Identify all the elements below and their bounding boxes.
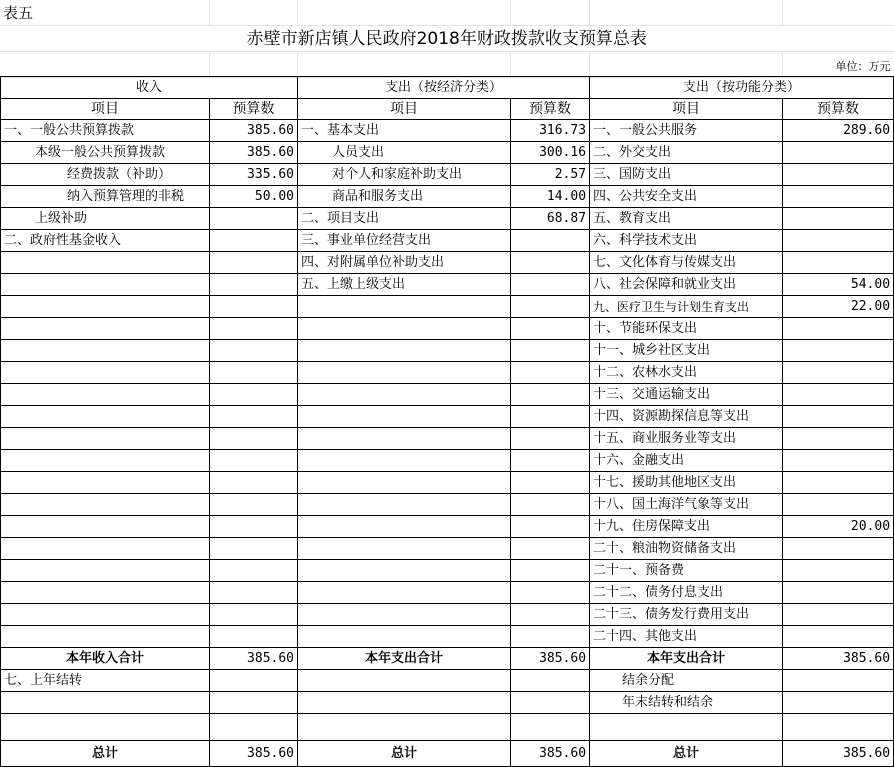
func-value xyxy=(783,560,894,582)
func-item: 十四、资源勘探信息等支出 xyxy=(590,406,783,428)
econ-value xyxy=(511,340,590,362)
income-value xyxy=(210,406,298,428)
subtotal-row xyxy=(1,648,894,670)
table-row xyxy=(1,274,894,296)
table-row xyxy=(1,582,894,604)
expense-econ-header: 支出（按经济分类） xyxy=(298,77,590,99)
func-item: 六、科学技术支出 xyxy=(590,230,783,252)
table-row xyxy=(1,472,894,494)
func-item: 二十三、债务发行费用支出 xyxy=(590,604,783,626)
econ-item xyxy=(298,582,511,604)
econ-item xyxy=(298,604,511,626)
econ-value xyxy=(511,626,590,648)
income-item xyxy=(1,296,210,318)
econ-item xyxy=(298,516,511,538)
income-item xyxy=(1,384,210,406)
econ-value xyxy=(511,494,590,516)
income-value xyxy=(210,494,298,516)
econ-value: 316.73 xyxy=(511,120,590,142)
func-subtotal-value: 385.60 xyxy=(783,648,894,670)
func-value xyxy=(783,538,894,560)
func-item: 二十二、债务付息支出 xyxy=(590,582,783,604)
econ-item xyxy=(298,340,511,362)
budget-table xyxy=(0,76,894,767)
income-value xyxy=(210,340,298,362)
table-row xyxy=(1,538,894,560)
income-total-label: 总计 xyxy=(1,741,210,767)
unit-label: 单位：万元 xyxy=(782,52,894,78)
income-total-value: 385.60 xyxy=(210,741,298,767)
func-item: 一、一般公共服务 xyxy=(590,120,783,142)
income-value xyxy=(210,318,298,340)
econ-value xyxy=(511,582,590,604)
func-item: 二、外交支出 xyxy=(590,142,783,164)
income-item xyxy=(1,340,210,362)
table-row xyxy=(1,120,894,142)
income-value: 385.60 xyxy=(210,142,298,164)
income-value xyxy=(210,582,298,604)
income-value xyxy=(210,230,298,252)
table-row xyxy=(1,560,894,582)
econ-item xyxy=(298,406,511,428)
func-total-value: 385.60 xyxy=(783,741,894,767)
income-item: 上级补助 xyxy=(1,208,210,230)
item-header: 项目 xyxy=(298,99,511,120)
econ-item: 人员支出 xyxy=(298,142,511,164)
income-item xyxy=(1,516,210,538)
func-item: 十三、交通运输支出 xyxy=(590,384,783,406)
table-row xyxy=(1,406,894,428)
table-row xyxy=(1,230,894,252)
income-item xyxy=(1,406,210,428)
func-item: 十八、国土海洋气象等支出 xyxy=(590,494,783,516)
func-value: 22.00 xyxy=(783,296,894,318)
econ-value xyxy=(511,560,590,582)
budget-header: 预算数 xyxy=(210,99,298,120)
econ-value: 68.87 xyxy=(511,208,590,230)
func-value xyxy=(783,252,894,274)
econ-value xyxy=(511,384,590,406)
carryover-row xyxy=(1,692,894,714)
func-value xyxy=(783,318,894,340)
func-value xyxy=(783,340,894,362)
func-value xyxy=(783,208,894,230)
func-item: 十七、援助其他地区支出 xyxy=(590,472,783,494)
econ-value: 300.16 xyxy=(511,142,590,164)
func-value xyxy=(783,362,894,384)
econ-value xyxy=(511,538,590,560)
item-header: 项目 xyxy=(1,99,210,120)
econ-item xyxy=(298,560,511,582)
econ-value xyxy=(511,428,590,450)
func-value xyxy=(783,450,894,472)
income-value xyxy=(210,516,298,538)
carryover-row xyxy=(1,670,894,692)
expense-func-header: 支出（按功能分类） xyxy=(590,77,894,99)
func-item: 二十一、预备费 xyxy=(590,560,783,582)
income-item: 纳入预算管理的非税 xyxy=(1,186,210,208)
table-row xyxy=(1,296,894,318)
func-item: 二十、粮油物资储备支出 xyxy=(590,538,783,560)
income-item xyxy=(1,582,210,604)
func-value xyxy=(783,142,894,164)
total-row xyxy=(1,741,894,767)
econ-value xyxy=(511,274,590,296)
func-value xyxy=(783,472,894,494)
section-header-row xyxy=(1,77,894,99)
income-item xyxy=(1,560,210,582)
income-subtotal-label: 本年收入合计 xyxy=(1,648,210,670)
econ-value xyxy=(511,296,590,318)
table-row xyxy=(1,164,894,186)
year-end-balance-item: 年末结转和结余 xyxy=(590,692,783,714)
func-item: 四、公共安全支出 xyxy=(590,186,783,208)
econ-item xyxy=(298,472,511,494)
econ-item xyxy=(298,626,511,648)
income-value xyxy=(210,538,298,560)
income-value xyxy=(210,428,298,450)
func-item: 二十四、其他支出 xyxy=(590,626,783,648)
func-value xyxy=(783,406,894,428)
func-item: 十五、商业服务业等支出 xyxy=(590,428,783,450)
income-value xyxy=(210,560,298,582)
income-item xyxy=(1,274,210,296)
income-value xyxy=(210,604,298,626)
func-item: 十二、农林水支出 xyxy=(590,362,783,384)
econ-value xyxy=(511,450,590,472)
income-value: 385.60 xyxy=(210,120,298,142)
econ-item xyxy=(298,384,511,406)
table-row xyxy=(1,186,894,208)
func-subtotal-label: 本年支出合计 xyxy=(590,648,783,670)
table-row xyxy=(1,208,894,230)
func-item: 十、节能环保支出 xyxy=(590,318,783,340)
func-total-label: 总计 xyxy=(590,741,783,767)
table-row xyxy=(1,428,894,450)
econ-item xyxy=(298,450,511,472)
econ-item: 一、基本支出 xyxy=(298,120,511,142)
econ-item xyxy=(298,362,511,384)
func-item: 三、国防支出 xyxy=(590,164,783,186)
func-value: 54.00 xyxy=(783,274,894,296)
column-header-row xyxy=(1,99,894,120)
econ-value xyxy=(511,472,590,494)
func-item: 十一、城乡社区支出 xyxy=(590,340,783,362)
econ-value xyxy=(511,516,590,538)
income-value xyxy=(210,208,298,230)
func-item: 七、文化体育与传媒支出 xyxy=(590,252,783,274)
econ-total-label: 总计 xyxy=(298,741,511,767)
table-row xyxy=(1,362,894,384)
income-item xyxy=(1,604,210,626)
econ-subtotal-label: 本年支出合计 xyxy=(298,648,511,670)
func-item: 八、社会保障和就业支出 xyxy=(590,274,783,296)
surplus-allocation-item: 结余分配 xyxy=(590,670,783,692)
income-value xyxy=(210,450,298,472)
func-value: 289.60 xyxy=(783,120,894,142)
func-item: 十九、住房保障支出 xyxy=(590,516,783,538)
table-row xyxy=(1,604,894,626)
budget-header: 预算数 xyxy=(783,99,894,120)
econ-value xyxy=(511,230,590,252)
econ-item xyxy=(298,494,511,516)
income-value: 335.60 xyxy=(210,164,298,186)
func-value xyxy=(783,626,894,648)
econ-value xyxy=(511,604,590,626)
econ-item: 二、项目支出 xyxy=(298,208,511,230)
econ-value xyxy=(511,406,590,428)
report-title: 赤壁市新店镇人民政府2018年财政拨款收支预算总表 xyxy=(0,26,894,52)
econ-item: 对个人和家庭补助支出 xyxy=(298,164,511,186)
income-value xyxy=(210,626,298,648)
econ-item: 商品和服务支出 xyxy=(298,186,511,208)
func-value xyxy=(783,582,894,604)
income-item xyxy=(1,538,210,560)
income-item xyxy=(1,252,210,274)
econ-value: 2.57 xyxy=(511,164,590,186)
table-row xyxy=(1,318,894,340)
econ-item: 四、对附属单位补助支出 xyxy=(298,252,511,274)
table-row xyxy=(1,494,894,516)
income-item xyxy=(1,450,210,472)
func-value xyxy=(783,604,894,626)
econ-subtotal-value: 385.60 xyxy=(511,648,590,670)
table-row xyxy=(1,142,894,164)
econ-value xyxy=(511,318,590,340)
table-row xyxy=(1,516,894,538)
econ-value xyxy=(511,252,590,274)
income-value: 50.00 xyxy=(210,186,298,208)
table-row xyxy=(1,252,894,274)
income-value xyxy=(210,252,298,274)
econ-total-value: 385.60 xyxy=(511,741,590,767)
income-item xyxy=(1,362,210,384)
econ-item: 三、事业单位经营支出 xyxy=(298,230,511,252)
func-item: 九、医疗卫生与计划生育支出 xyxy=(590,296,783,318)
func-value xyxy=(783,494,894,516)
func-item: 十六、金融支出 xyxy=(590,450,783,472)
func-value xyxy=(783,384,894,406)
func-value: 20.00 xyxy=(783,516,894,538)
econ-value xyxy=(511,362,590,384)
econ-item xyxy=(298,428,511,450)
table-row xyxy=(1,450,894,472)
income-item xyxy=(1,626,210,648)
income-value xyxy=(210,384,298,406)
income-item xyxy=(1,494,210,516)
income-header: 收入 xyxy=(1,77,298,99)
table-row xyxy=(1,384,894,406)
spacer-row xyxy=(1,714,894,741)
func-value xyxy=(783,186,894,208)
income-item xyxy=(1,428,210,450)
econ-value: 14.00 xyxy=(511,186,590,208)
func-item: 五、教育支出 xyxy=(590,208,783,230)
income-value xyxy=(210,472,298,494)
income-item: 经费拨款（补助） xyxy=(1,164,210,186)
func-value xyxy=(783,428,894,450)
income-item: 本级一般公共预算拨款 xyxy=(1,142,210,164)
income-subtotal-value: 385.60 xyxy=(210,648,298,670)
func-value xyxy=(783,164,894,186)
econ-item xyxy=(298,296,511,318)
econ-item: 五、上缴上级支出 xyxy=(298,274,511,296)
budget-header: 预算数 xyxy=(511,99,590,120)
income-item: 二、政府性基金收入 xyxy=(1,230,210,252)
income-item: 一、一般公共预算拨款 xyxy=(1,120,210,142)
income-item xyxy=(1,472,210,494)
income-value xyxy=(210,296,298,318)
carryover-item: 七、上年结转 xyxy=(1,670,210,692)
income-value xyxy=(210,274,298,296)
header-grid xyxy=(0,0,894,78)
income-value xyxy=(210,362,298,384)
income-item xyxy=(1,318,210,340)
econ-item xyxy=(298,318,511,340)
econ-item xyxy=(298,538,511,560)
table-row xyxy=(1,340,894,362)
sheet-label: 表五 xyxy=(0,0,209,26)
func-value xyxy=(783,230,894,252)
item-header: 项目 xyxy=(590,99,783,120)
table-row xyxy=(1,626,894,648)
